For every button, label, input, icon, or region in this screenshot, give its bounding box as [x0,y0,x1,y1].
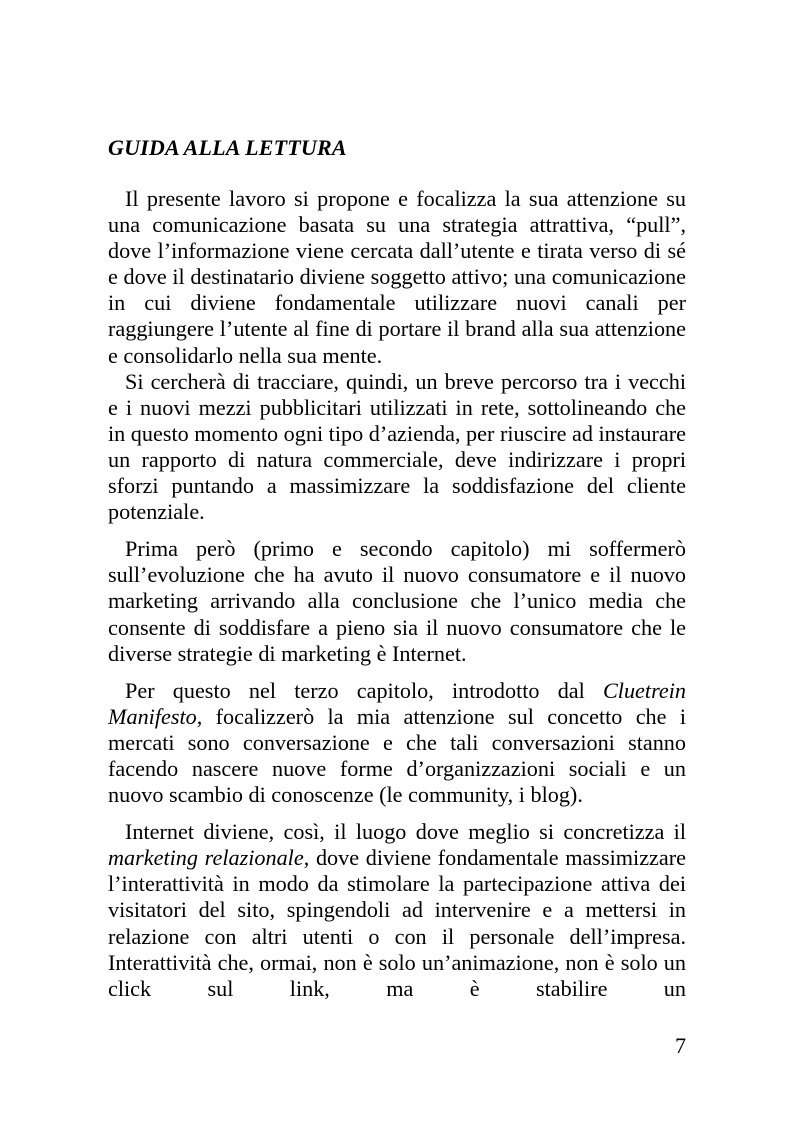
section-heading: GUIDA ALLA LETTURA [108,135,347,160]
paragraph-4 [108,678,686,808]
paragraph-5-text-end: , dove diviene fondamentale massimizzare l’interattività in modo da stimolare la partecipazione attiva dei visitatori del sito, spingendoli ad intervenire e a mettersi in relazione con altri utenti o con il personale dell’impresa. Interattività che, ormai, non è solo un’animazione, non è solo un click sul link, ma è stabilire un [108,845,686,1001]
paragraph-4-text-start: Per questo nel terzo capitolo, introdotto dal [125,677,603,703]
document-page [108,0,686,1123]
paragraph-3: Prima però (primo e secondo capitolo) mi soffermerò sull’evoluzione che ha avuto il nuovo consumatore e il nuovo marketing arrivando alla conclusione che l’unico media che consente di soddisfare a pieno sia il nuovo consumatore che le diverse strategie di marketing è Internet. [108,536,686,666]
paragraph-4-text-end: , focalizzerò la mia attenzione sul concetto che i mercati sono conversazione e che tali conversazioni stanno facendo nascere nuove forme d’organizzazioni sociali e un nuovo scambio di conoscenze (le community, i blog). [108,703,686,808]
paragraph-5-text-start: Internet diviene, così, il luogo dove meglio si concretizza il [125,819,686,845]
paragraph-2: Si cercherà di tracciare, quindi, un breve percorso tra i vecchi e i nuovi mezzi pubblicitari utilizzati in rete, sottolineando che in questo momento ogni tipo d’azienda, per riuscire ad instaurare un rapporto di natura commerciale, deve indirizzare i propri sforzi puntando a massimizzare la soddisfazione del cliente potenziale. [108,368,686,525]
body-text [108,186,686,1002]
paragraph-5 [108,819,686,1002]
paragraph-5-italic-term: marketing relazionale [108,845,304,871]
page-number: 7 [675,1033,686,1058]
paragraph-1: Il presente lavoro si propone e focalizza la sua attenzione su una comunicazione basata su una strategia attrattiva, “pull”, dove l’informazione viene cercata dall’utente e tirata verso di sé e dove il destinatario diviene soggetto attivo; una comunicazione in cui diviene fondamentale utilizzare nuovi canali per raggiungere l’utente al fine di portare il brand alla sua attenzione e consolidarlo nella sua mente. [108,186,686,368]
paragraph-4-italic-term: Cluetrein Manifesto [108,677,686,729]
